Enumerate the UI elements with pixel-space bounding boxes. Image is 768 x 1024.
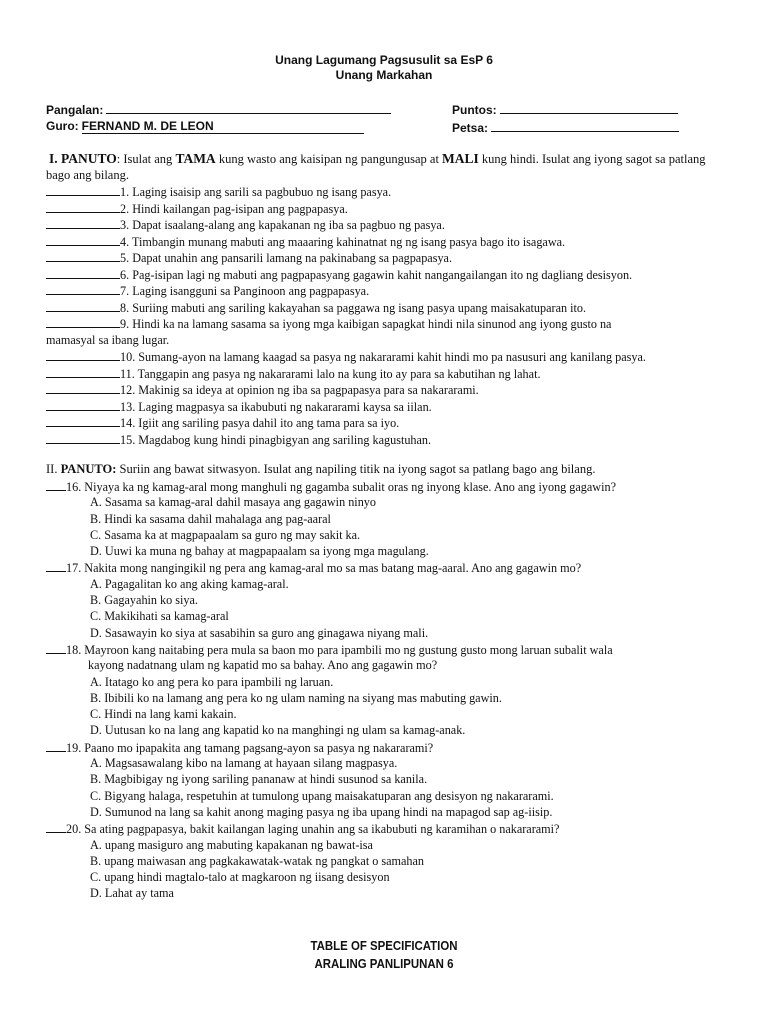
mc-question-text: 16. Niyaya ka ng kamag-aral mong manghuli ng gagamba subalit oras ng inyong klase. Ano ang iyong gagawin? (66, 480, 617, 494)
guro-value: FERNAND M. DE LEON (82, 119, 364, 134)
tama-keyword: TAMA (175, 151, 216, 166)
tf-item-text: 12. Makinig sa ideya at opinion ng iba sa pagpapasya para sa nakararami. (120, 383, 479, 397)
mc-question (46, 478, 746, 494)
tf-item-text: 11. Tanggapin ang pasya ng nakararami lalo na kung ito ay para sa kabutihan ng lahat. (120, 366, 541, 381)
answer-blank[interactable] (46, 398, 120, 411)
mc-option: A. Magsasawalang kibo na lamang at hayaan silang magpasya. (90, 756, 398, 771)
mc-question-text: 19. Paano mo ipapakita ang tamang pagsang-ayon sa pasya ng nakararami? (66, 740, 434, 755)
tf-item-text: 5. Dapat unahin ang pansarili lamang na pakinabang sa pagpapasya. (120, 251, 452, 265)
mc-option: C. Sasama ka at magpapaalam sa guro ng may sakit ka. (90, 527, 361, 542)
answer-blank[interactable] (46, 282, 120, 295)
petsa-line[interactable] (491, 119, 679, 132)
petsa-label: Petsa: (452, 121, 489, 135)
answer-blank[interactable] (46, 348, 120, 361)
tf-item (46, 183, 736, 200)
mc-option: A. upang masiguro ang mabuting kapakanan ng bawat-isa (90, 837, 373, 852)
tf-item (46, 348, 736, 365)
answer-blank[interactable] (46, 315, 120, 328)
answer-blank[interactable] (46, 414, 120, 427)
answer-blank[interactable] (46, 183, 120, 196)
part2-instr: Suriin ang bawat sitwasyon. Isulat ang napiling titik na iyong sagot sa patlang bago ang bilang. (116, 462, 596, 476)
pangalan-label: Pangalan: (46, 103, 104, 117)
mc-option: B. Gagayahin ko siya. (90, 593, 198, 608)
mc-question-continuation: kayong nadatnang ulam ng kapatid mo sa bahay. Ano ang gagawin mo? (88, 658, 438, 673)
answer-blank[interactable] (46, 381, 120, 394)
pangalan-line[interactable] (106, 101, 391, 114)
part1-instr-c: kung hindi. Isulat ang iyong sagot sa patlang bago ang bilang. (46, 152, 706, 182)
tf-item (46, 216, 736, 233)
mc-option: B. Hindi ka sasama dahil mahalaga ang pag-aaral (90, 511, 331, 526)
tf-item-text: 1. Laging isaisip ang sarili sa pagbubuo ng isang pasya. (120, 185, 392, 199)
tf-item (46, 200, 736, 217)
tf-item-text: 14. Igiit ang sariling pasya dahil ito ang tama para sa iyo. (120, 416, 400, 430)
tf-item (46, 233, 736, 250)
answer-blank[interactable] (46, 431, 120, 444)
answer-blank[interactable] (46, 266, 120, 279)
tf-item-text: 4. Timbangin munang mabuti ang maaaring kahinatnat ng ng isang pasya bago ito isagawa. (120, 234, 566, 249)
mc-question (46, 641, 746, 657)
tf-item-text: 6. Pag-isipan lagi ng mabuti ang pagpapasyang gagawin kahit nangangailangan ito ng dagliang desisyon. (120, 267, 633, 282)
part1-instructions (46, 151, 731, 183)
part1-instr-b: kung wasto ang kaisipan ng pangungusap at (215, 152, 443, 166)
answer-blank[interactable] (46, 739, 66, 752)
mc-option: B. Magbibigay ng iyong sariling pananaw at hindi susunod sa kanila. (90, 772, 428, 787)
tos-title: TABLE OF SPECIFICATION (310, 938, 458, 953)
tf-item (46, 315, 736, 332)
mali-keyword: MALI (442, 151, 479, 166)
mc-option: C. upang hindi magtalo-talo at magkaroon ng iisang desisyon (90, 870, 390, 885)
pangalan-field (46, 101, 391, 117)
answer-blank[interactable] (46, 200, 120, 213)
tf-item (46, 299, 736, 316)
tf-item (46, 249, 736, 266)
mc-question-text: 20. Sa ating pagpapasya, bakit kailangan laging unahin ang sa ikabubuti ng karamihan o nakararami? (66, 822, 560, 837)
tf-item (46, 381, 736, 398)
tf-item-text: 8. Suriing mabuti ang sariling kakayahan sa paggawa ng isang pasya upang maisakatuparan ito. (120, 300, 587, 315)
mc-option: D. Sasawayin ko siya at sasabihin sa guro ang ginagawa niyang mali. (90, 625, 429, 640)
mc-option: A. Itatago ko ang pera ko para ipambili ng laruan. (90, 674, 334, 689)
answer-blank[interactable] (46, 641, 66, 654)
mc-question-text: 18. Mayroon kang naitabing pera mula sa baon mo para ipambili mo ng gustung gusto mong laruan subalit wala (66, 642, 613, 657)
puntos-line[interactable] (500, 101, 678, 114)
mc-option: B. Ibibili ko na lamang ang pera ko ng ulam naming na siyang mas mabuting gawin. (90, 690, 502, 705)
part2-label-b: PANUTO: (60, 462, 117, 476)
tf-item (46, 398, 736, 415)
mc-question (46, 739, 746, 755)
answer-blank[interactable] (46, 299, 120, 312)
tf-item (46, 266, 736, 283)
answer-blank[interactable] (46, 365, 120, 378)
tf-item (46, 282, 736, 299)
part1-items (46, 183, 736, 447)
part2-instructions (46, 461, 731, 477)
tf-item (46, 414, 736, 431)
part2-label-a: II. (46, 462, 61, 476)
petsa-field (452, 119, 679, 135)
answer-blank[interactable] (46, 559, 66, 572)
mc-option: C. Makikihati sa kamag-aral (90, 609, 229, 624)
mc-question (46, 559, 746, 575)
part1-label: I. PANUTO (49, 151, 117, 166)
mc-question (46, 820, 746, 836)
guro-field (46, 119, 364, 134)
mc-option: C. Hindi na lang kami kakain. (90, 707, 237, 722)
mc-option: A. Pagagalitan ko ang aking kamag-aral. (90, 576, 289, 591)
exam-subtitle: Unang Markahan (335, 68, 433, 82)
answer-blank[interactable] (46, 249, 120, 262)
mc-option: D. Uuwi ka muna ng bahay at magpapaalam sa iyong mga magulang. (90, 544, 429, 559)
tf-item-text: 3. Dapat isaalang-alang ang kapakanan ng iba sa pagbuo ng pasya. (120, 218, 445, 232)
answer-blank[interactable] (46, 478, 66, 491)
mc-option: D. Uutusan ko na lang ang kapatid ko na manghingi ng ulam sa kamag-anak. (90, 723, 466, 738)
mc-option: C. Bigyang halaga, respetuhin at tumulong upang maisakatuparan ang desisyon ng nakararami. (90, 788, 554, 803)
puntos-label: Puntos: (452, 103, 497, 117)
mc-option: B. upang maiwasan ang pagkakawatak-watak ng pangkat o samahan (90, 853, 425, 868)
answer-blank[interactable] (46, 820, 66, 833)
tf-item (46, 431, 736, 448)
part2-questions (46, 478, 746, 902)
tf-item-text: 9. Hindi ka na lamang sasama sa iyong mga kaibigan sapagkat hindi nila sinunod ang iyong gusto na (120, 317, 612, 331)
mc-option: D. Lahat ay tama (90, 886, 174, 901)
puntos-field (452, 101, 678, 117)
tf-item (46, 365, 736, 382)
answer-blank[interactable] (46, 216, 120, 229)
tos-subtitle: ARALING PANLIPUNAN 6 (314, 956, 454, 971)
guro-label: Guro: (46, 119, 79, 133)
tf-item-text: 15. Magdabog kung hindi pinagbigyan ang sariling kagustuhan. (120, 432, 432, 447)
part1-instr-a: : Isulat ang (116, 152, 176, 166)
tf-item-continuation: mamasyal sa ibang lugar. (46, 332, 170, 347)
answer-blank[interactable] (46, 233, 120, 246)
tf-item-text: 7. Laging isangguni sa Panginoon ang pagpapasya. (120, 284, 370, 298)
exam-title: Unang Lagumang Pagsusulit sa EsP 6 (275, 53, 493, 67)
tf-item-text: 2. Hindi kailangan pag-isipan ang pagpapasya. (120, 201, 348, 216)
mc-option: A. Sasama sa kamag-aral dahil masaya ang gagawin ninyo (90, 495, 376, 510)
tf-item-text: 13. Laging magpasya sa ikabubuti ng nakararami kaysa sa iilan. (120, 399, 432, 414)
mc-option: D. Sumunod na lang sa kahit anong maging pasya ng iba upang hindi na mapagod sap ag-iisip. (90, 804, 553, 819)
tf-item-text: 10. Sumang-ayon na lamang kaagad sa pasya ng nakararami kahit hindi mo pa nasusuri ang kanilang pasya. (120, 350, 646, 364)
mc-question-text: 17. Nakita mong nangingikil ng pera ang kamag-aral mo sa mas batang mag-aaral. Ano ang gagawin mo? (66, 561, 582, 576)
